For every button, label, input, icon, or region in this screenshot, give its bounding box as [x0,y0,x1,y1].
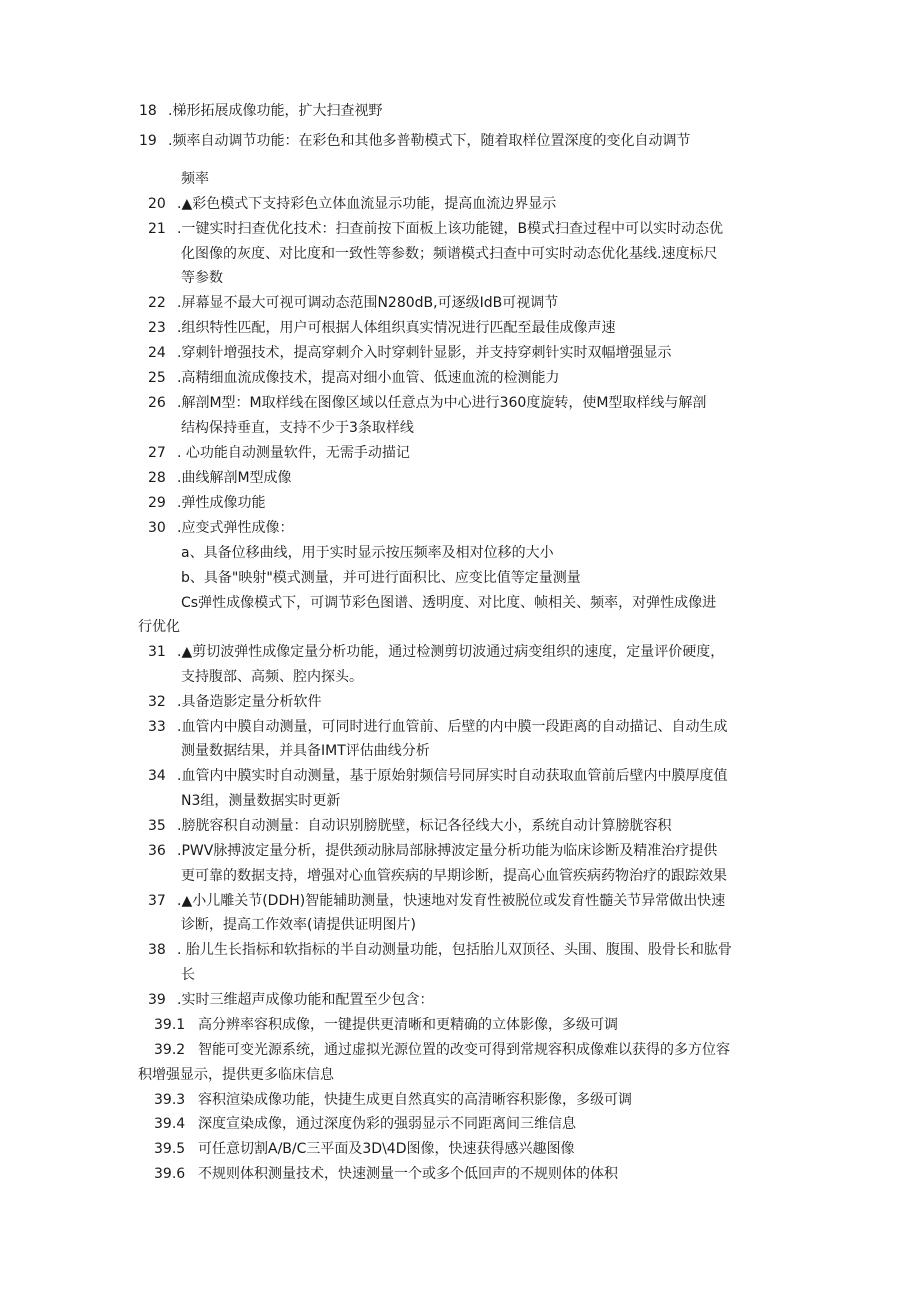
item-number: 24 [148,345,166,361]
paragraph-text: 行优化 [138,619,180,635]
item-number: 28 [148,470,166,486]
item-text: .应变式弹性成像： [177,520,294,536]
subitem-number: 39.3 [154,1092,186,1108]
item-number: 26 [148,395,166,411]
item-number: 22 [148,295,166,311]
subitem-number: 39.5 [154,1141,186,1157]
item-text: a、具备位移曲线，用于实时显示按压频率及相对位移的大小 [181,545,554,561]
item-text: 测量数据结果，并具备IMT评估曲线分析 [181,743,430,759]
item-text: .解剖M型：M取样线在图像区域以任意点为中心进行360度旋转，使M型取样线与解剖 [177,395,707,411]
item-text: 诊断，提高工作效率(请提供证明图片) [181,917,416,933]
item-text: 长 [181,967,195,983]
subitem-number: 39.6 [154,1166,186,1182]
item-text: 支持腹部、高频、腔内探头。 [181,669,363,685]
item-number: 23 [148,320,166,336]
item-text: .具备造影定量分析软件 [177,694,322,710]
subitem-text: 深度宣染成像，通过深度伪彩的强弱显示不同距离间三维信息 [198,1116,576,1132]
item-text: .膀胱容积自动测量：自动识别膀胱壁，标记各径线大小，系统自动计算膀胱容积 [177,818,672,834]
subitem-text: 智能可变光源系统，通过虚拟光源位置的改变可得到常规容积成像难以获得的多方位容 [198,1042,730,1058]
item-number: 21 [148,221,166,237]
item-text: .高精细血流成像技术，提高对细小血管、低速血流的检测能力 [177,370,560,386]
item-number: 25 [148,370,166,386]
item-text: .弹性成像功能 [177,495,266,511]
subitem-text: 高分辨率容积成像，一键提供更清晰和更精确的立体影像，多级可调 [198,1017,618,1033]
item-number: 36 [148,843,166,859]
item-text: .▲小儿雕关节(DDH)智能辅助测量，快速地对发育性被脱位或发育性髓关节异常做出快速 [177,893,726,909]
subitem-text: 可任意切割A/B/C三平面及3D\4D图像，快速获得感兴趣图像 [198,1141,575,1157]
item-text: . 心功能自动测量软件，无需手动描记 [177,445,410,461]
item-text: .频率自动调节功能：在彩色和其他多普勒模式下，随着取样位置深度的变化自动调节 [168,133,691,149]
item-text: .▲彩色模式下支持彩色立体血流显示功能，提高血流边界显示 [177,196,557,212]
item-text: .血管内中膜自动测量，可同时进行血管前、后壁的内中膜一段距离的自动描记、自动生成 [177,719,728,735]
item-number: 19 [139,133,157,149]
item-number: 27 [148,445,166,461]
subitem-number: 39.4 [154,1116,186,1132]
item-number: 34 [148,768,166,784]
item-text: .梯形拓展成像功能，扩大扫查视野 [168,103,383,119]
item-text: .穿刺针增强技术，提高穿刺介入时穿刺针显影，并支持穿刺针实时双幅增强显示 [177,345,672,361]
item-number: 29 [148,495,166,511]
subitem-text: 积增强显示，提供更多临床信息 [138,1067,334,1083]
item-text: .血管内中膜实时自动测量，基于原始射频信号同屏实时自动获取血管前后壁内中膜厚度值 [177,768,728,784]
item-number: 18 [139,103,157,119]
item-text: b、具备"映射"模式测量，并可进行面积比、应变比值等定量测量 [181,570,581,586]
paragraph-text: Cs弹性成像模式下，可调节彩色图谱、透明度、对比度、帧相关、频率，对弹性成像进 [181,595,717,611]
item-text: 更可靠的数据支持，增强对心血管疾病的早期诊断，提高心血管疾病药物治疗的跟踪效果 [181,868,727,884]
item-text: .屏幕显不最大可视可调动态范围N280dB,可逐级IdB可视调节 [177,295,559,311]
item-number: 20 [148,196,166,212]
item-text: 频率 [181,171,209,187]
item-text: .一键实时扫查优化技术：扫查前按下面板上该功能键，B模式扫查过程中可以实时动态优 [177,221,724,237]
item-number: 33 [148,719,166,735]
item-number: 37 [148,893,166,909]
item-text: .组织特性匹配，用户可根据人体组织真实情况进行匹配至最佳成像声速 [177,320,616,336]
item-text: N3组，测量数据实时更新 [181,793,341,809]
item-text: 结构保持垂直，支持不少于3条取样线 [181,420,414,436]
subitem-text: 容积渲染成像功能，快捷生成更自然真实的高清晰容积影像，多级可调 [198,1092,632,1108]
item-text: 等参数 [181,270,223,286]
item-number: 31 [148,644,166,660]
item-number: 30 [148,520,166,536]
item-text: .▲剪切波弹性成像定量分析功能，通过检测剪切波通过病变组织的速度，定量评价硬度， [177,644,725,660]
item-number: 35 [148,818,166,834]
subitem-number: 39.2 [154,1042,186,1058]
item-number: 39 [148,992,166,1008]
subitem-number: 39.1 [154,1017,186,1033]
item-text: .曲线解剖M型成像 [177,470,292,486]
item-number: 32 [148,694,166,710]
item-text: .实时三维超声成像功能和配置至少包含： [177,992,434,1008]
subitem-text: 不规则体积测量技术，快速测量一个或多个低回声的不规则体的体积 [198,1166,618,1182]
item-number: 38 [148,942,166,958]
item-text: 化图像的灰度、对比度和一致性等参数；频谱模式扫查中可实时动态优化基线.速度标尺 [181,246,718,262]
item-text: . 胎儿生长指标和软指标的半自动测量功能，包括胎儿双顶径、头围、腹围、股骨长和肱骨 [177,942,732,958]
item-text: .PWV脉搏波定量分析，提供颈动脉局部脉搏波定量分析功能为临床诊断及精准治疗提供 [177,843,718,859]
